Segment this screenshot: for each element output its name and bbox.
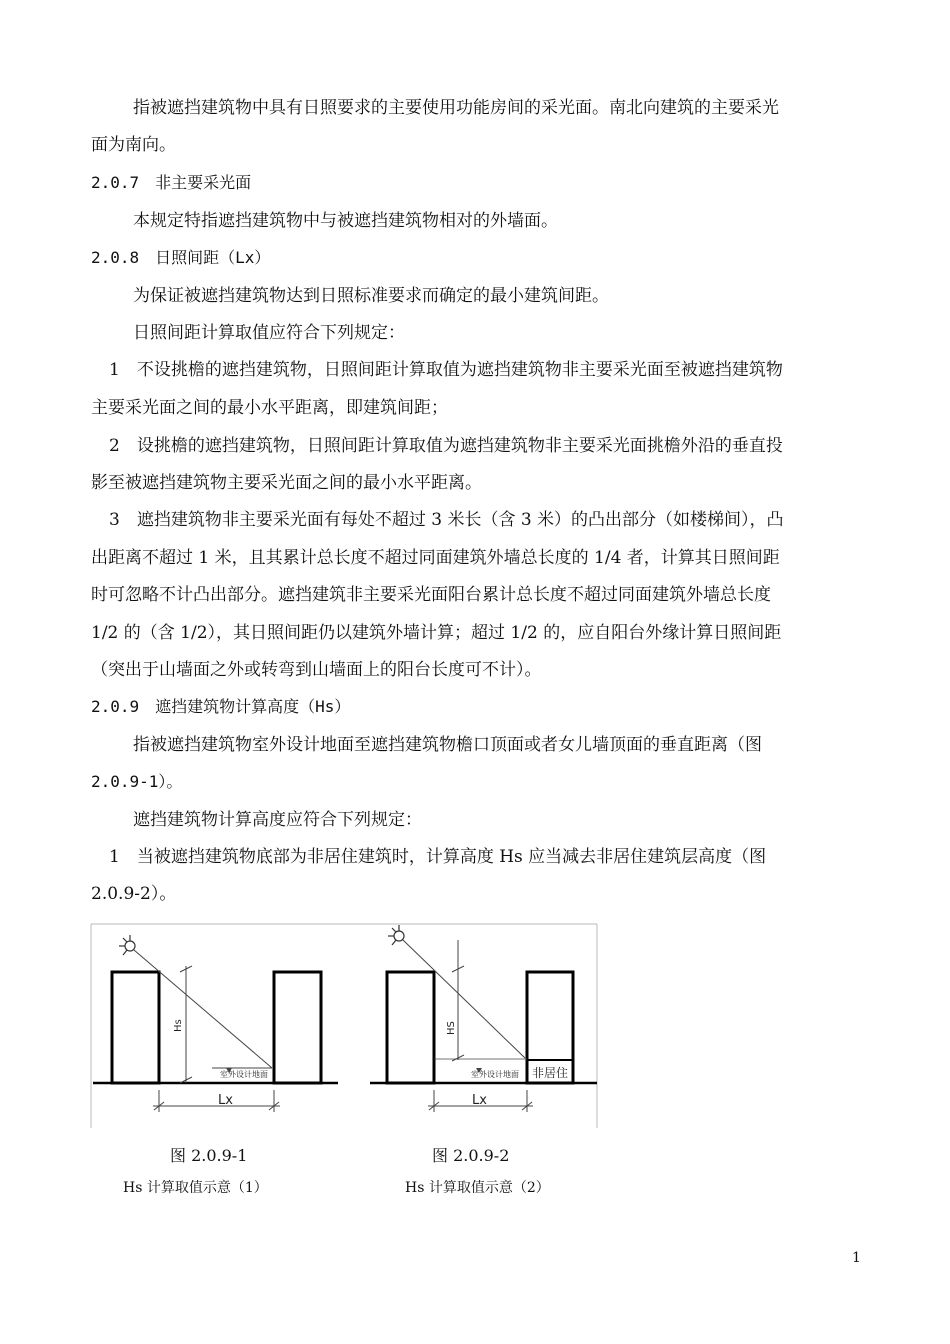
text-line: 为保证被遮挡建筑物达到日照标准要求而确定的最小建筑间距。 <box>133 286 609 306</box>
text-line: 遮挡建筑物计算高度应符合下列规定： <box>133 810 422 830</box>
nonres-label: 非居住 <box>532 1066 569 1080</box>
sun-icon <box>388 925 404 945</box>
section-heading: 2.0.8 日照间距（Lx） <box>91 248 271 267</box>
figure-2-caption: 图 2.0.9-2 <box>432 1146 510 1165</box>
right-building <box>274 972 321 1083</box>
text-line: 主要采光面之间的最小水平距离，即建筑间距； <box>91 398 448 418</box>
text-line: 2.0.9-1）。 <box>91 772 183 791</box>
text-line: 1/2 的（含 1/2），其日照间距仍以建筑外墙计算；超过 1/2 的，应自阳台外缘计算日照间距 <box>91 623 782 643</box>
left-building <box>112 972 159 1083</box>
ground-label: 室外设计地面 <box>471 1070 519 1079</box>
figure-1-diagram <box>93 935 338 1112</box>
left-building <box>387 972 434 1083</box>
sun-ray <box>134 950 272 1068</box>
hs-label: Hs <box>173 1019 184 1032</box>
lx-label: Lx <box>472 1093 487 1108</box>
text-line: 面为南向。 <box>91 135 176 155</box>
page-number: 1 <box>852 1250 861 1266</box>
figure-2-subcaption: Hs 计算取值示意（2） <box>405 1180 550 1196</box>
text-line: 日照间距计算取值应符合下列规定： <box>133 323 405 343</box>
figure-1-caption: 图 2.0.9-1 <box>170 1146 248 1165</box>
section-heading: 2.0.9 遮挡建筑物计算高度（Hs） <box>91 697 351 716</box>
section-heading: 2.0.7 非主要采光面 <box>91 173 252 192</box>
text-line: 指被遮挡建筑物中具有日照要求的主要使用功能房间的采光面。南北向建筑的主要采光 <box>133 98 779 118</box>
text-line: 本规定特指遮挡建筑物中与被遮挡建筑物相对的外墙面。 <box>133 211 558 231</box>
text-line: 2.0.9-2）。 <box>91 884 177 904</box>
text-line: 1 不设挑檐的遮挡建筑物，日照间距计算取值为遮挡建筑物非主要采光面至被遮挡建筑物 <box>109 360 783 380</box>
text-line: 3 遮挡建筑物非主要采光面有每处不超过 3 米长（含 3 米）的凸出部分（如楼梯间），凸 <box>109 510 784 530</box>
ground-label: 室外设计地面 <box>220 1070 268 1079</box>
figure-1-subcaption: Hs 计算取值示意（1） <box>123 1180 268 1196</box>
sun-ray <box>403 940 525 1058</box>
text-line: （突出于山墙面之外或转弯到山墙面上的阳台长度可不计）。 <box>91 660 542 680</box>
figure-2-diagram <box>370 925 597 1112</box>
hs-label: HS <box>446 1021 457 1035</box>
text-line: 出距离不超过 1 米，且其累计总长度不超过同面建筑外墙总长度的 1/4 者，计算其日照间距 <box>91 548 780 568</box>
text-line: 时可忽略不计凸出部分。遮挡建筑非主要采光面阳台累计总长度不超过同面建筑外墙总长度 <box>91 585 771 605</box>
text-line: 2 设挑檐的遮挡建筑物，日照间距计算取值为遮挡建筑物非主要采光面挑檐外沿的垂直投 <box>109 436 783 456</box>
figure-frame <box>91 924 597 1128</box>
text-line: 影至被遮挡建筑物主要采光面之间的最小水平距离。 <box>91 473 482 493</box>
text-line: 1 当被遮挡建筑物底部为非居住建筑时，计算高度 Hs 应当减去非居住建筑层高度（图 <box>109 847 767 867</box>
lx-label: Lx <box>218 1093 233 1108</box>
sun-icon <box>119 935 135 955</box>
text-line: 指被遮挡建筑物室外设计地面至遮挡建筑物檐口顶面或者女儿墙顶面的垂直距离（图 <box>133 735 762 755</box>
